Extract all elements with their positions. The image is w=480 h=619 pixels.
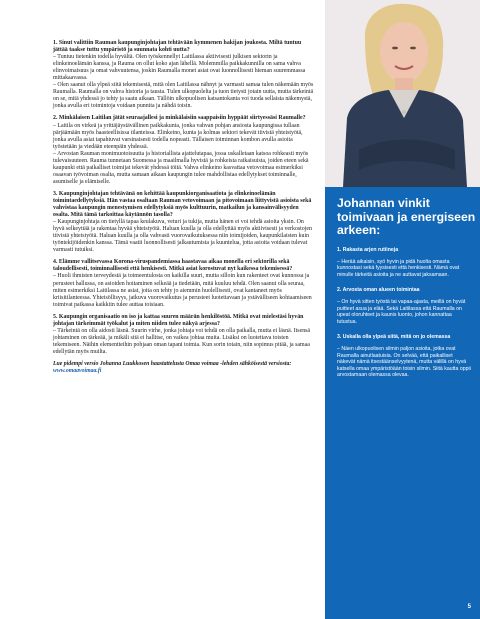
answer-2-paragraph-1: – Laitila on virkeä ja yrittäjäystävällinen paikkakunta, jonka vahvan pohjan ansiosta kaupungissa tullaan pärjäämään myös haasteellisissa tilanteissa. Elinkeino, kunta ja kolmas sektori tekevät tiivistä yhteistyötä, jonka avulla asiat tapahtuvat varsinaisesti todella nopeasti. Tällaisen toiminnan kombon avulla asioita työstetään ja viedään eteenpäin yhdessä. — [53, 122, 303, 150]
read-more-note — [53, 361, 315, 375]
question-4: 4. Elämme vallitsevassa Korona-viruspandemiassa haastavaa aikaa monella eri sektorilla sekä taloudellisesti, toiminnallisesti että henkisesti. Mitkä asiat korostuvat nyt kaikessa tekemisessä? — [53, 259, 293, 273]
tip-body-1: – Herää aikaisin, syö hyvin ja pidä huolta omasta kunnostasi sekä fyysisesti että henkisesti. Nämä ovat minulle tärkeitä asioita ja ne auttavat jaksamaan. — [337, 258, 460, 278]
read-more-link[interactable]: www.omaavoimaa.fi — [53, 367, 102, 374]
read-more-text: Lue pidempi versio Johanna Luukkosen haastattelusta Omaa voimaa -lehden sähköisestä versiosta: — [53, 360, 292, 367]
question-5: 5. Kaupungin organisaatio on iso ja kattaa suuren määrän henkilöstöä. Mitkä ovat mielestäsi hyvän johtajan tärkeimmät työkalut ja miten niiden tulee näkyä arjessa? — [53, 313, 304, 327]
page-number: 5 — [467, 604, 471, 610]
tip-item-2 — [337, 287, 471, 325]
tip-heading-2: 2. Arvosta oman alueen toimintaa — [337, 287, 420, 294]
portrait-illustration — [325, 0, 480, 187]
answer-1-paragraph-1: – Tuntuu tietenkin todella hyvältä. Olen työskennellyt Laitilassa aktiivisesti julkisen sektorin ja elinkeinoelämän kanssa, ja Rauma on ollut koko ajan lähellä. Molemmilla paikkakunnilla on sama vahva elinvoimaisuus ja omat vahvuutensa, joskin Raumalla monet asiat ovat luonnollisesti hieman suuremmassa mittakaavassa. — [53, 54, 306, 82]
answer-2-paragraph-2: – Arvostan Rauman monimuotoisuutta ja historiallista ajattelutapaa, jossa uskalletaan katsoa rohkeasti myös tulevaisuuteen. Rauma tunnetaan Suomessa ja maailmalla hyvistä ja rohkeista ratkaisuista, joiden eteen sekä kaupunki että paikalliset toimijat tekevät yhdessä töitä. Vahva elinkeino kasvattaa vetovoimaa esimerkiksi osaavan työvoiman osalta, mutta samaan aikaan kaupungin tulee mahdollistaa edellytykset toiminnalle, asumiselle ja elämiselle. — [53, 150, 309, 185]
qa-item-4 — [53, 259, 315, 308]
question-2: 2. Minkälaisen Laitilan jätät seuraajallesi ja minkälaisiin saappaisiin hyppäät siirtyessäsi Raumalle? — [53, 115, 306, 122]
answer-1-paragraph-2: – Olen saanut olla ylpeä siitä tekemisestä, mitä olen Laitilassa nähnyt ja varmasti samaa tulen näkemään myös Raumalla. Raumalla on vahva historia ja tausta. Tulen ulkopuolelta ja tuon tietysti jotain uutta, mutta tärkeintä on se, mitä yhdessä jo tehty ja saatu aikaan. Tällöin ulkopuolisen katsantokanta voi tuoda sellaista näkemystä, jonka avulla eri toimintoja voidaan punnita ja nähdä toisin. — [53, 82, 314, 110]
portrait-photo — [325, 0, 480, 187]
answer-4-paragraph-1: – Huoli ihmisten terveydestä ja toimeentulosta on kaikilla suuri, mutta silloin kun rakenteet ovat kunnossa ja perusteet hallussa, on asioiden hoitaminen selkeää ja tiedetään, mitä kuuluu tehdä. Olen saanut olla seuraa, miten esimerkiksi Laitilassa ne asiat, joita on tehty jo aiemmin huolellisesti, ovat kantaneet myös kriisitilanteessa. Yhteisöllisyys, jatkuva vuorovaikutus ja perusteet luotettavaan ja ystävälliseen kohtaamiseen toimivat paikassa kaikkiin tulee auttaa toisiaan. — [53, 273, 312, 308]
answer-3-paragraph-1: – Kaupunginjohtaja on tietyllä tapaa keulakuva, veturi ja tukija, mutta hänen ei voi tehdä asioita yksin. On hyvä selkeyttää ja rakentaa hyvää yhteistyötä. Haluan kuulla ja olla edellyttää myös aktiivisesti ja verkostojen tiivistä yhteistyötä. Haluan kuulla ja olla vahvasti vuorovaikutuksessa niin toimijoiden, kaupunkilaisten kuin työntekijöidenkin kanssa. Tämä vaatii luonnollisesti jalkautumista ja kuuntelua, jotta asioita voidaan tulevat varmasti tutuiksi. — [53, 219, 312, 254]
question-1: 1. Sinut valittiin Rauman kaupunginjohtajan tehtävään kymmenen hakijan joukosta. Miltä tuntuu jättää taakse tuttu ympäristö ja suunnata kohti uutta? — [53, 40, 302, 54]
qa-item-1 — [53, 40, 315, 110]
tip-body-2: – On hyvä sitten työstä tai vapaa-ajasta, meillä on hyvät puitteet asua ja elää. Sekä Laitilassa että Raumalla on upeat oloruhteet ja kaunis luonto, johon kannattaa tutustua. — [337, 298, 466, 325]
tip-item-3 — [337, 334, 471, 379]
qa-item-3 — [53, 191, 315, 254]
answer-5-paragraph-1: – Tärkeintä on olla aidosti läsnä. Suurin virhe, jonka johtaja voi tehdä on olla paikalla, mutta ei läsnä. Itsensä johtaminen on tärkeää, ja mikäli sitä ei hallitse, on vaikea johtaa muita. Lisäksi on luotettava toisten tekemiseen. Näihin elementteihin pohjaan oman tapani toimia. Kun sorin totain, niin sopimus pitää, ja samaa edellytän myös muilta. — [53, 327, 311, 355]
question-3: 3. Kaupunginjohtajan tehtävänä on kehittää kaupunkiorganisaatiota ja elinkeinoelämän toimintaedellytyksiä. Hän vastaa osaltaan Rauman vetovoimaan ja pitovoimaan liittyvistä asioista sekä vahvistaa kaupungin menestymisen edellytyksiä myös kulttuurin, matkailun ja kansainvälisyyden osalta. Mitä tämä tarkoittaa käytännön tasolla? — [53, 190, 312, 219]
tips-panel — [325, 187, 480, 619]
tip-body-3: – Näen ulkopuolisen silmin paljon asioita, jotka ovat Raumalla ainutlaatuisia. On selvää, että paikalliset näkevät nämä itsestäänselvyytenä, mutta välillä on hyvä katsella omaa ympäristöään toisin silmin. Siitä kautta oppii arvostamaan olemassa olevaa. — [337, 345, 471, 379]
tips-panel-title: Johannan vinkit toimivaan ja energiseen arkeen: — [337, 196, 476, 237]
tip-item-1 — [337, 247, 471, 278]
qa-item-5 — [53, 314, 315, 356]
tips-list — [337, 247, 471, 388]
qa-item-2 — [53, 115, 315, 185]
tip-heading-3: 3. Uskalla olla ylpeä siitä, mitä on jo olemassa — [337, 334, 451, 341]
article-body — [53, 40, 315, 381]
tip-heading-1: 1. Rakasta arjen rutiineja — [337, 247, 399, 253]
